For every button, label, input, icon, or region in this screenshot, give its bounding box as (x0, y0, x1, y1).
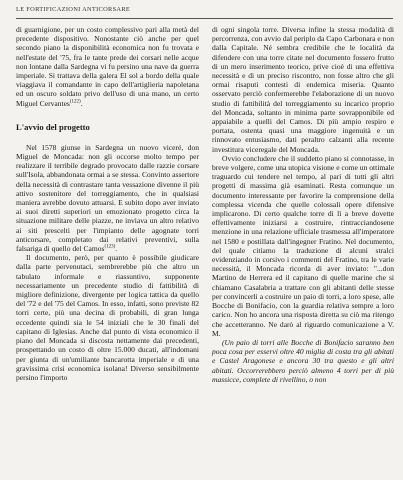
left-column (16, 25, 199, 382)
footnote-ref-122: (122) (69, 99, 81, 105)
running-title: LE FORTIFICAZIONI ANTICORSARE (16, 6, 131, 13)
right-paragraph-2: Ovvio concludere che il suddetto piano si connotasse, in breve volgere, come una utopica visione e come un ottimale traguardo cui tendere nel tempo, al pari di tutti gli altri progetti di massima già esaminati. Resta comunque un documento interessante per favorire la comprensione della complessa vicenda che quelle colossali opere difensive implicarono. Di certo qualche torre di lì a breve dovette effettivamente iniziarsi a costruire, rintracciandosene menzione in una relazione ufficiale trasmessa all'imperatore nel 1580 e postillata dall'ingegner Fratino. Nel documento, del quale citiamo la traduzione di alcuni stralci evidenziando in corsivo i commenti del Fratino, tra le varie necessità, il Moncada ricorda di aver inviato: "...don Martino de Herrera ed il capitano di quelle marine che si chiamano Casalabria a trattare con gli abitanti delle stesse per convincerli a costruire un paio di torri, a loro spese, alle Bocche di Bonifacio, con la guardia relativa sempre a loro carico. Non ho ancora una risposta diretta su ciò ma ritengo che accetteranno. Ne darò al riguardo comunicazione a V. M. (212, 153, 394, 338)
left-paragraph-2-text: Nel 1578 giunse in Sardegna un nuovo viceré, don Miguel de Moncada: non gli occorse molto tempo per realizzare il terribile degrado provocato dalle razzie corsare sull'Isola, abbandonata ormai a se stessa. Convinto assertore della necessità di contrastare tanta vessazione divenne il più attivo sostenitore del torreggiamento, che in qualsiasi maniera avrebbe dovuto attuarsi. E subito dopo aver inviato ai suoi diretti superiori un emozionato progetto circa la situazione militare delle piazze, ne inviava un altro relativo ai siti prescelti per l'impianto delle agognate torri anticorsare, completato dai relativi preventivi, sulla falsariga di quello del Camos (16, 142, 199, 254)
left-paragraph-2-end: . (115, 244, 118, 254)
right-paragraph-1: di ogni singola torre. Diversa infine la stessa modalità di percorrenza, con avvio dal periplo da Capo Carbonara e non dalla Capitale. Né sembra credibile che le località da difendere con una torre citate nel documento fossero frutto di un mero inserimento teorico, prive cioè di una effettiva necessità e di un preciso riscontro, non fosse altro che gli ormai risaputi contesti di endemica miseria. Quanto osservato perciò confermerebbe l'elaborazione di un nuovo studio di fattibilità del torreggiamento su incarico proprio del Moncada, soltanto in minima parte sovrapponibile ed appaiabile a quelli del Camos. Di più ampio respiro e portata, ostenta quasi una maggiore ingenuità e un rinnovato entusiasmo, dati peraltro calzanti alla recente investitura viceregale del Moncada. (212, 25, 394, 154)
footnote-ref-123: (123) (104, 244, 116, 250)
section-heading: L'avvio del progetto (16, 121, 90, 132)
header-rule (16, 18, 393, 19)
left-paragraph-1 (16, 25, 199, 108)
right-paragraph-3-italic: (Un paio di torri alle Bocche di Bonifacio saranno ben poca cosa per esservi oltre 40 miglia di costa tra gli abitati e Castel Aragonese e ancora 30 tra questo e gli altri abitati. Occorrerebbero perciò almeno 4 torri per di più massicce, complete di rivellino, o non (212, 337, 394, 384)
left-paragraph-1-end: . (80, 98, 83, 108)
left-paragraph-1-text: di guarnigione, per un costo complessivo pari alla metà del precedente dispositivo. Nonostante ciò anche per quel secondo piano la disponibilità economica non fu trovata e nell'estate del '75, fra le tante prede dei corsari nelle acque non lontane dalla Sardegna vi fu persino una nave da guerra imperiale. Si trattava della galera El sol a bordo della quale viaggiava il comandante in capo dell'artiglieria napoletana ed un oscuro soldato privo dell'uso di una mano, un certo Miguel Cervantes (16, 25, 199, 108)
right-column (212, 25, 394, 384)
left-paragraph-2 (16, 143, 199, 253)
left-paragraph-3: Il documento, però, per quanto è possibile giudicare dalla parte pervenutaci, sembrerebbe più che altro un tabulato informale e riassuntivo, supponente necessariamente un precedente studio di fattibilità di migliore definizione, divergente per logica tattica da quello del '72 e del '75 del Camos. In esso, infatti, sono previste 82 torri certe, più una decina di probabili, di gran lunga eccedente quindi sia le 54 iniziali che le 30 finali del capitano di Iglesias. Anche dal punto di vista economico il piano del Moncada si discosta nettamente dai precedenti, prospettando un costo di oltre 15.000 ducati, all'indomani per giunta di un'umiliante bancarotta imperiale e di una gravissima crisi economica isolana! Diverso sensibilmente persino l'importo (16, 253, 199, 382)
